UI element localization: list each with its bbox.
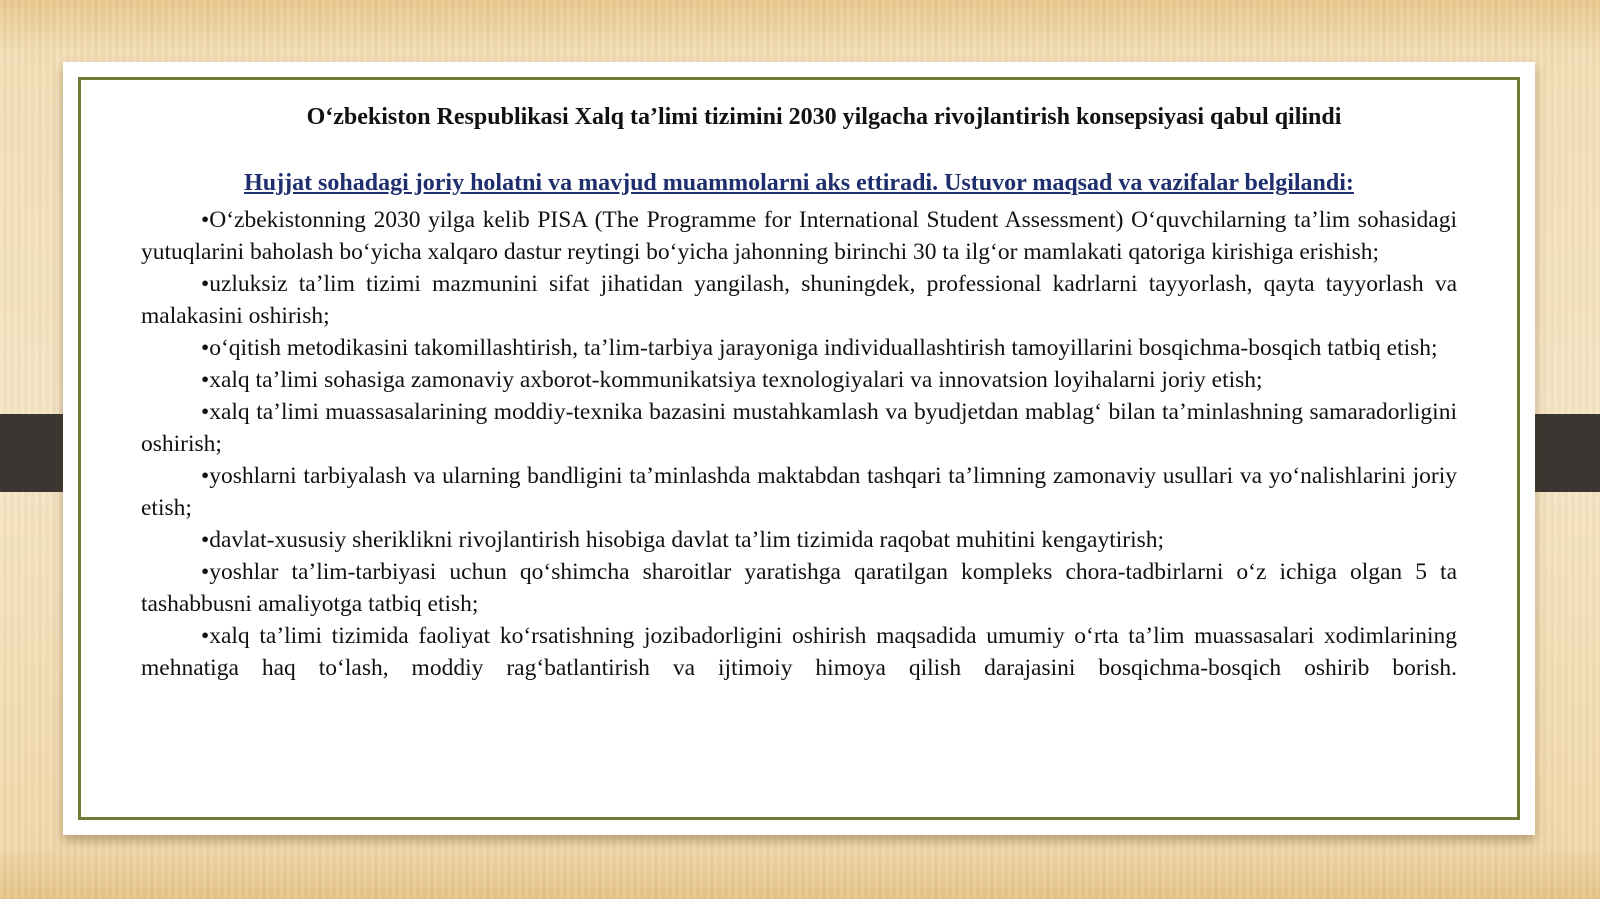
list-item-9: •xalq ta’limi tizimida faoliyat ko‘rsatishning jozibadorligini oshirish maqsadida umumiy o‘rta ta’lim muassasalari xodimlarining mehnatiga haq to‘lash, moddiy rag‘batlantirish va ijtimoiy himoya qilish darajasini bosqichma-bosqich oshirib borish. — [141, 623, 1457, 681]
page-title: O‘zbekiston Respublikasi Xalq ta’limi tizimini 2030 yilgacha rivojlantirish konsepsiyasi qabul qilindi — [306, 104, 1342, 130]
list-item-7: •davlat-xususiy sheriklikni rivojlantirish hisobiga davlat ta’lim tizimida raqobat muhitini kengaytirish; — [201, 527, 1165, 553]
slide-card — [63, 62, 1535, 835]
list-item-8: •yoshlar ta’lim-tarbiyasi uchun qo‘shimcha sharoitlar yaratishga qaratilgan kompleks chora-tadbirlarni o‘z ichiga olgan 5 ta tashabbusni amaliyotga tatbiq etish; — [141, 559, 1457, 617]
list-item-2: •uzluksiz ta’lim tizimi mazmunini sifat jihatidan yangilash, shuningdek, professional kadrlarni tayyorlash, qayta tayyorlash va malakasini oshirish; — [141, 271, 1457, 329]
list-item-3: •o‘qitish metodikasini takomillashtirish, ta’lim-tarbiya jarayoniga individuallashtirish tamoyillarini bosqichma-bosqich tatbiq etish; — [201, 335, 1438, 361]
list-item-4: •xalq ta’limi sohasiga zamonaviy axborot-kommunikatsiya texnologiyalari va innovatsion loyihalarni joriy etish; — [201, 367, 1263, 393]
section-subtitle: Hujjat sohadagi joriy holatni va mavjud muammolarni aks ettiradi. Ustuvor maqsad va vazifalar belgilandi: — [244, 170, 1354, 196]
list-item-5: •xalq ta’limi muassasalarining moddiy-texnika bazasini mustahkamlash va byudjetdan mablag‘ bilan ta’minlashning samaradorligini oshirish; — [141, 399, 1457, 457]
goals-list — [141, 204, 1457, 684]
list-item-1: •O‘zbekistonning 2030 yilga kelib PISA (The Programme for International Student Assessment) O‘quvchilarning ta’lim sohasidagi yutuqlarini baholash bo‘yicha xalqaro dastur reytingi bo‘yicha jahonning birinchi 30 ta ilg‘or mamlakati qatoriga kirishiga erishish; — [141, 207, 1457, 265]
list-item-6: •yoshlarni tarbiyalash va ularning bandligini ta’minlashda maktabdan tashqari ta’limning zamonaviy usullari va yo‘nalishlarini joriy etish; — [141, 463, 1457, 521]
